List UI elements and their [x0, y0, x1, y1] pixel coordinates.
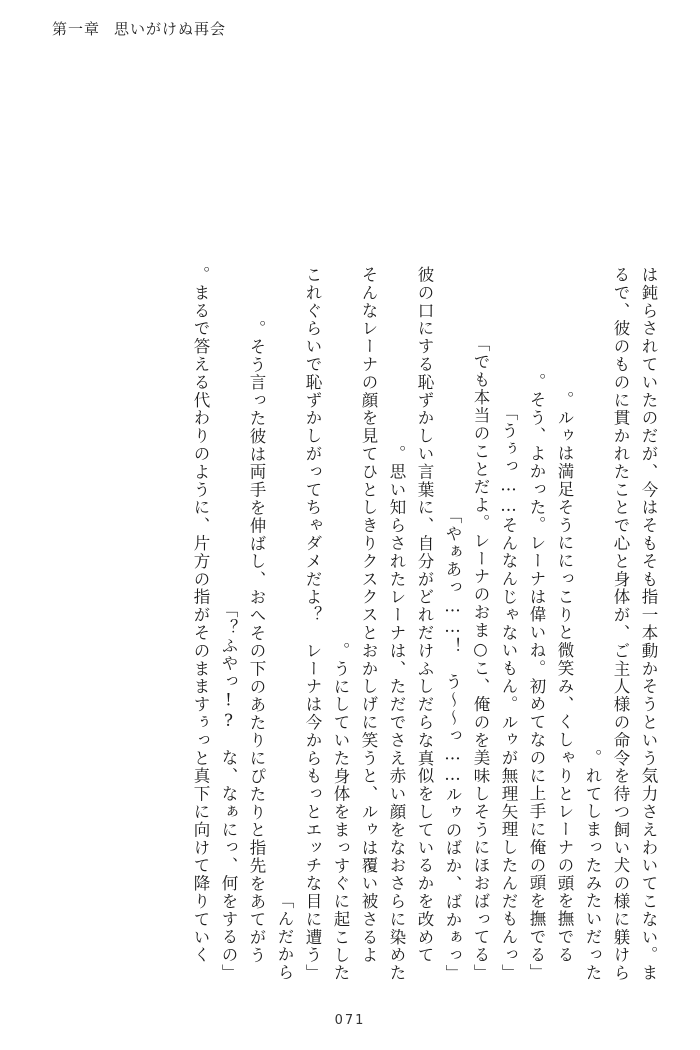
- text-column: は鈍らされていたのだが、今はそもそも指一本動かそうという気力さえわいてこない。ま: [639, 266, 658, 982]
- chapter-number: 第一章: [52, 20, 101, 38]
- text-column: るで、彼のものに貫かれたことで心と身体が、ご主人様の命令を待つ飼い犬の様に躾けら: [611, 265, 630, 982]
- text-column: んだから」: [275, 892, 294, 982]
- text-column: 「ふやっ!? な、なぁにっ、何をするの？」: [219, 601, 238, 982]
- page-number: 071: [334, 1013, 366, 1028]
- text-column: うにしていた身体をまっすぐに起こした。: [331, 641, 350, 982]
- text-column: まるで答える代わりのように、片方の指がそのまますぅっと真下に向けて降りていく。: [191, 265, 210, 982]
- chapter-title: 思いがけぬ再会: [114, 20, 227, 38]
- text-column: そんなレーナの顔を見てひとしきりクスクスとおかしげに笑うと、ルゥは覆い被さるよ: [359, 265, 378, 982]
- text-column: 「そう、よかった。レーナは偉いね。初めてなのに上手に俺の頭を撫でる。: [527, 373, 546, 982]
- body-text-area: [44, 52, 656, 982]
- text-column: れてしまったみたいだった。: [583, 749, 602, 982]
- text-column: 「これぐらいで恥ずかしがってちゃダメだよ？ レーナは今からもっとエッチな目に遭う: [303, 265, 322, 982]
- vertical-columns: [44, 52, 656, 982]
- text-column: そう言った彼は両手を伸ばし、おへその下のあたりにぴたりと指先をあてがう。: [247, 319, 266, 982]
- text-column: ルゥは満足そうににっこりと微笑み、くしゃりとレーナの頭を撫でる。: [555, 391, 574, 982]
- text-column: 「うぅっ……そんなんじゃないもん。ルゥが無理矢理したんだもんっ」: [499, 404, 518, 982]
- text-column: 彼の口にする恥ずかしい言葉に、自分がどれだけふしだらな真似をしているかを改めて: [415, 265, 434, 982]
- running-header: [52, 18, 226, 39]
- text-column: 思い知らされたレーナは、ただでさえ赤い顔をなおさらに染めた。: [387, 444, 406, 982]
- text-column: 「やぁあっ……！ う～～っ……ルゥのばか、ばかぁっ」: [443, 506, 462, 982]
- text-column: 「でも本当のことだよ。レーナのおま○こ、俺のを美味しそうにほおばってる」: [471, 335, 490, 982]
